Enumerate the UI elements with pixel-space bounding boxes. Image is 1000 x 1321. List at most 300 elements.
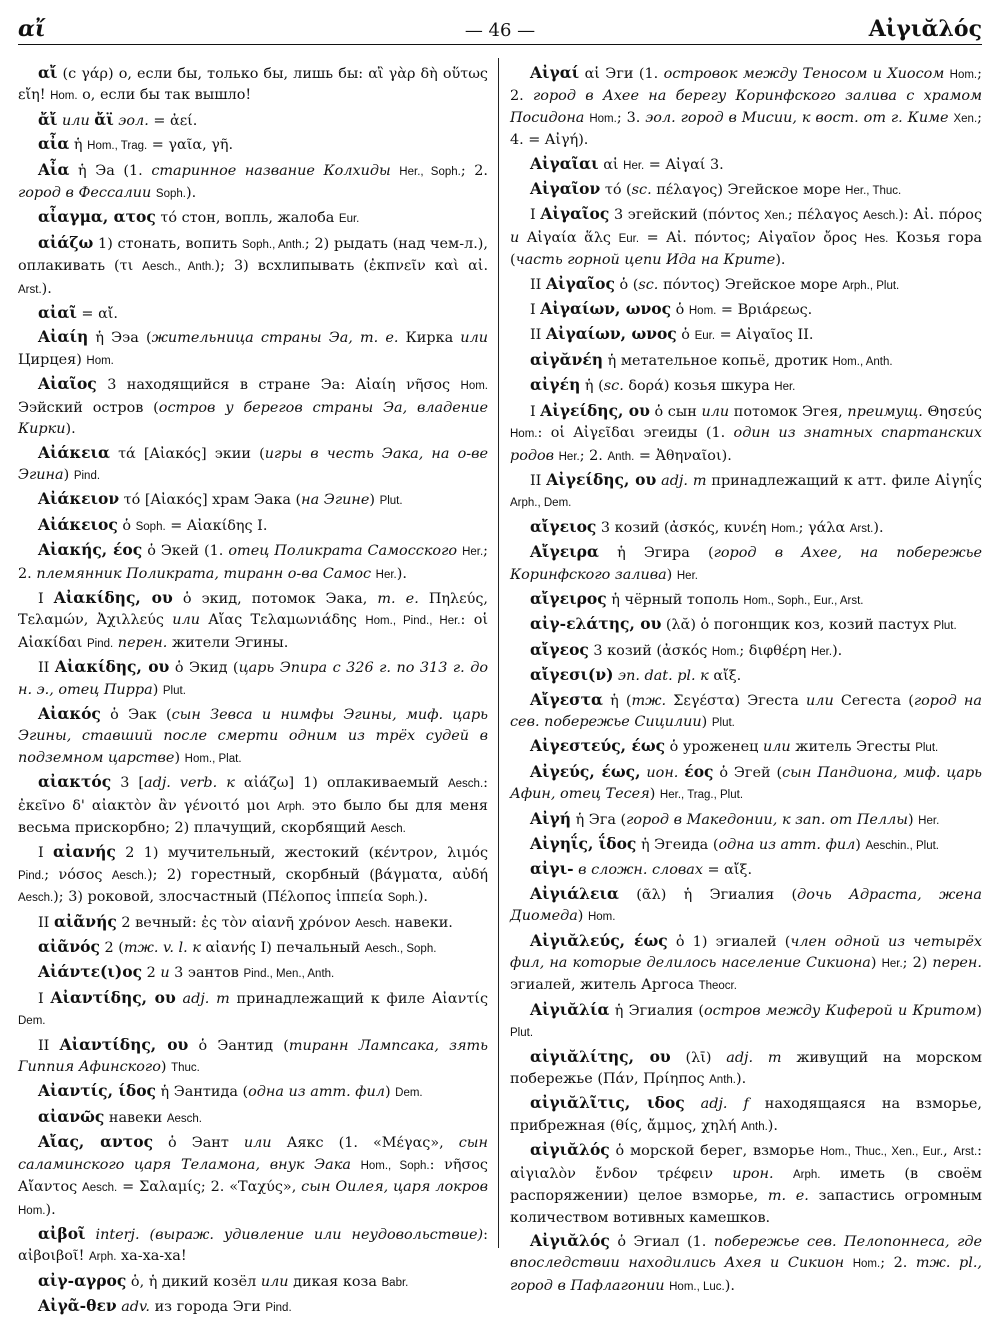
source-abbreviation: Hom. <box>18 1204 46 1217</box>
source-abbreviation: Hom. <box>949 69 978 81</box>
italic-gloss: или <box>57 112 95 129</box>
dictionary-entry <box>18 232 488 301</box>
source-abbreviation: Her. <box>462 546 484 559</box>
entry-text: I <box>530 302 541 319</box>
entry-text: ) <box>870 955 882 972</box>
italic-gloss: на Эгине <box>301 492 370 509</box>
headword: Αἰγεστεύς, έως <box>530 736 666 756</box>
source-abbreviation: Hom. <box>688 305 717 318</box>
source-abbreviation: Soph. <box>135 520 166 533</box>
dictionary-entry <box>510 178 982 202</box>
source-abbreviation: Aesch., Anth. <box>142 261 215 274</box>
italic-gloss: один из знатных спартанских родов <box>510 425 982 464</box>
headword: Αἰγᾶ-θεν <box>38 1296 117 1316</box>
italic-gloss: тж. pl., город в Пафлагонии <box>510 1255 983 1294</box>
italic-gloss: или <box>172 612 200 629</box>
italic-gloss: тиранн Лампсака, зять Гиппия Афинского <box>18 1037 488 1076</box>
italic-gloss: перен. <box>932 955 982 972</box>
dictionary-entry <box>18 1223 488 1269</box>
entry-text: : οἱ Αἰγεῖδαι эгеиды (1. <box>537 425 734 442</box>
source-abbreviation: Plut. <box>162 684 186 697</box>
headword: αἰακτός <box>38 772 112 792</box>
dictionary-entry <box>510 999 982 1045</box>
italic-gloss: островок между Теносом и Хиосом <box>663 66 945 82</box>
entry-text: ) <box>976 1002 982 1019</box>
entry-text: τά [Αἰακός] экии ( <box>109 445 265 462</box>
entry-text: II <box>38 914 54 931</box>
entry-text: Кирка <box>398 330 461 347</box>
entry-text: дикая коза <box>288 1273 382 1290</box>
dictionary-entry <box>510 689 982 735</box>
entry-text: Αἴας Τελαμωνιάδης <box>200 612 366 629</box>
entry-text: потомок Эгея, <box>729 403 848 420</box>
entry-text: ἡ Эа (1. <box>69 162 152 179</box>
source-abbreviation: Plut. <box>711 716 735 729</box>
source-abbreviation: Dem. <box>395 1087 423 1100</box>
headword: αἰάζω <box>38 232 94 252</box>
entry-text: αἰανής I) печальный <box>200 940 365 957</box>
italic-gloss: в сложн. словах <box>578 862 703 879</box>
dictionary-entry <box>510 1230 982 1298</box>
entry-text: ὁ Экей (1. <box>142 543 229 560</box>
entry-text: 3 козий (ἀσκός <box>588 642 712 659</box>
source-abbreviation: Eur. <box>694 330 716 343</box>
italic-gloss: сын Пандиона, миф. царь Афин, отец Тесея <box>510 764 982 803</box>
entry-text: ) <box>152 681 163 698</box>
italic-gloss: сын Оилея, царя локров <box>301 1179 488 1196</box>
entry-text: Θησεύς <box>922 403 982 420</box>
entry-text: живущий на морском побережье (Πάν, Πρίηπος <box>510 1049 982 1088</box>
entry-text: навеки. <box>390 914 453 931</box>
dictionary-entry <box>18 62 488 108</box>
source-abbreviation: Her. <box>676 569 698 582</box>
dictionary-entry <box>510 469 982 515</box>
headword: αἰανής <box>53 842 116 862</box>
italic-gloss: interj. (выраж. удивление или неудовольствие) <box>95 1226 484 1243</box>
headword: Αἰγαῖον <box>530 179 601 199</box>
italic-gloss: эол. <box>113 112 149 129</box>
dictionary-entry <box>18 326 488 372</box>
source-abbreviation: Hom. <box>86 354 114 367</box>
dictionary-entry <box>510 858 982 881</box>
entry-text: = Αἰγαῖος II. <box>715 327 814 344</box>
italic-gloss: отец Поликрата Самосского <box>228 543 458 560</box>
headword: Αἰγή <box>530 808 572 828</box>
dictionary-entry <box>510 1046 982 1092</box>
entry-text: ὁ сын <box>649 403 702 420</box>
headword: Αἰαῖος <box>38 374 97 394</box>
italic-gloss: adj. m <box>661 472 707 489</box>
entry-text: αἱ Эги (1. <box>579 66 664 82</box>
italic-gloss: город на сев. побережье Сицилии <box>510 692 982 730</box>
italic-gloss: старинное название Колхиды <box>151 162 391 179</box>
italic-gloss: adj. m <box>182 990 230 1007</box>
headword: έος <box>684 761 714 781</box>
source-abbreviation: Aesch. <box>111 869 148 882</box>
source-abbreviation: Arph. <box>792 1168 821 1181</box>
entry-text: (ᾶλ) ἡ Эгиалия ( <box>618 886 798 903</box>
dictionary-entry <box>18 373 488 440</box>
entry-text: (λῑ) <box>670 1049 727 1066</box>
headword: Αἰγαίων, ωνος <box>540 299 672 319</box>
entry-text: II <box>38 660 55 677</box>
source-abbreviation: Soph. <box>387 892 418 905</box>
headword: Αἰακίδης, ου <box>53 587 173 607</box>
entry-text: II <box>38 1037 60 1054</box>
entry-text <box>391 163 400 179</box>
headword: αἴ <box>38 63 58 82</box>
dictionary-entry <box>18 1270 488 1294</box>
page-number: — 46 — <box>464 20 536 41</box>
source-abbreviation: Aesch. <box>863 210 899 223</box>
entry-text: ; νόσος <box>44 866 112 883</box>
entry-text: ἡ ( <box>580 378 604 395</box>
italic-gloss: ион. <box>646 764 679 781</box>
italic-gloss: часть горной цепи Ида на Крите <box>515 252 776 269</box>
entry-text: I <box>530 403 541 420</box>
entry-text: 3 козий (ἀσκός, κυνέη <box>596 519 772 536</box>
headword: αἴγειρος <box>530 588 607 608</box>
entry-text: ). <box>767 1117 778 1134</box>
entry-text: ὁ Эгей ( <box>713 764 783 781</box>
source-abbreviation: Arst. <box>849 522 874 535</box>
dictionary-entry <box>18 539 488 586</box>
entry-text: τό ( <box>600 182 632 199</box>
entry-text: ): Αἰ. πόρος <box>898 207 983 224</box>
headword: αἴγεος <box>530 639 589 659</box>
source-abbreviation: Hom. <box>771 522 799 535</box>
italic-gloss: сын саламинского царя Теламона, внук Эака <box>18 1135 488 1173</box>
italic-gloss: sc. <box>631 182 652 199</box>
headword: αἰγᾰνέη <box>530 349 604 369</box>
source-abbreviation: Pind., Men., Anth. <box>243 968 335 981</box>
source-abbreviation: Arst. <box>953 1146 978 1159</box>
entry-text: = Ἀθηναῖοι). <box>634 447 732 464</box>
entry-text: ха-ха-ха! <box>116 1248 187 1265</box>
source-abbreviation: Aesch. <box>82 1182 118 1195</box>
source-abbreviation: Hom., Thuc., Xen., Eur. <box>820 1146 944 1159</box>
headword: ἄϊ <box>94 109 114 129</box>
headword: Αἰάκειος <box>38 514 118 534</box>
entry-text: Сегеста ( <box>833 692 914 709</box>
source-abbreviation: Her. <box>623 159 645 172</box>
entry-text: Πηλεύς, Τελαμών, Ἀχιλλεύς <box>18 590 488 629</box>
dictionary-entry <box>510 374 982 398</box>
entry-text: Σεγέστα) Эгеста <box>666 692 807 709</box>
entry-text: 2 ( <box>99 940 124 957</box>
headword: Αἰάκειον <box>38 489 120 509</box>
dictionary-entry <box>510 400 982 468</box>
dictionary-entry <box>510 273 982 297</box>
source-abbreviation: Thuc. <box>171 1062 200 1075</box>
headword: αἰαῖ <box>38 303 77 323</box>
entry-text: ). <box>65 421 76 438</box>
entry-text: ); 2) горестный, скорбный (βάγματα, αὐδή <box>147 866 488 883</box>
entry-text: = ἀεί. <box>148 112 198 129</box>
source-abbreviation: Anth. <box>607 450 635 463</box>
source-abbreviation: Plut. <box>379 495 403 508</box>
source-abbreviation: Pind. <box>18 869 45 882</box>
dictionary-entry <box>510 349 982 373</box>
entry-text: ὁ Экид ( <box>169 660 239 677</box>
source-abbreviation: Pind. <box>87 637 114 650</box>
dictionary-entry <box>510 664 982 687</box>
entry-text: навеки <box>104 1109 167 1126</box>
italic-gloss: одна из атт. фил <box>718 837 856 853</box>
dictionary-entry <box>18 109 488 132</box>
headword: ἄἴ <box>38 109 58 129</box>
source-abbreviation: Her., Soph. <box>399 165 461 178</box>
headword: αἰγιᾰλός <box>530 1140 610 1160</box>
source-abbreviation: Her., Trag., Plut. <box>659 789 744 802</box>
headword: Αἴας, αντος <box>38 1132 154 1152</box>
dictionary-entry <box>510 153 982 177</box>
dictionary-entry <box>18 488 488 512</box>
entry-text: находящаяся на взморье, прибрежная (θίς, ἄμμος, χηλή <box>510 1096 982 1134</box>
dictionary-entry <box>18 771 488 840</box>
italic-gloss: остров у берегов страны Эа, владение Кирки <box>18 399 489 438</box>
headword: αἰγι- <box>530 859 574 879</box>
italic-gloss: sc. <box>638 276 659 293</box>
dictionary-entry <box>18 159 488 206</box>
entry-text: Цирцея) <box>18 351 87 368</box>
entry-text: запастись огромным количеством вотивных камешков. <box>510 1188 982 1226</box>
entry-text: ὁ уроженец <box>665 739 763 756</box>
entry-text: = Βριάρεως. <box>716 302 813 319</box>
entry-text: ); 3) роковой, злосчастный (Πέλοπος ἱππεία <box>53 889 388 906</box>
dictionary-entry <box>510 323 982 347</box>
headword: αἰβοῖ <box>38 1223 86 1243</box>
headword: αἰγ-αγρος <box>38 1270 127 1290</box>
entry-text: = Σαλαμίς; 2. «Ταχύς», <box>117 1179 302 1196</box>
italic-gloss: и <box>510 229 520 246</box>
entry-text: II <box>530 472 547 489</box>
entry-text: I <box>38 845 54 862</box>
source-abbreviation: Hom. <box>711 645 740 658</box>
entry-text: II <box>530 276 546 293</box>
entry-text: ) <box>701 713 712 730</box>
entry-text: I <box>38 990 51 1007</box>
entry-text: 3 эгейский (πόντος <box>609 207 765 224</box>
headword: Αἶα <box>38 159 70 179</box>
dictionary-entry <box>18 1080 488 1104</box>
entry-text: , <box>943 1143 954 1160</box>
entry-text: αἱ <box>598 156 624 173</box>
headword: αἰγιᾰλίτης, ου <box>530 1046 671 1066</box>
source-abbreviation: Her. <box>375 568 397 581</box>
entry-text: ὁ ( <box>614 276 639 293</box>
entry-text <box>176 991 183 1007</box>
source-abbreviation: Her. <box>918 814 940 827</box>
entry-text: ). <box>775 252 786 269</box>
source-abbreviation: Dem. <box>18 1015 46 1028</box>
headword: Αἰγιᾰλός <box>530 1230 610 1250</box>
source-abbreviation: Her. <box>810 645 833 658</box>
italic-gloss: эол. город в Мисии, к вост. от г. Киме <box>645 109 949 126</box>
entry-text: = γαῖα, γῆ. <box>147 137 234 154</box>
entry-text: ). <box>396 565 407 582</box>
source-abbreviation: Her. <box>774 381 796 394</box>
italic-gloss: adj. verb. к <box>144 775 235 792</box>
entry-text: ; 2. <box>460 162 488 179</box>
source-abbreviation: Aesch. <box>166 1112 203 1125</box>
entry-text: житель Эгесты <box>790 739 916 756</box>
entry-text: ). <box>724 1277 735 1294</box>
italic-gloss: царь Эпира с 326 г. по 313 г. до н. э., отец Пирра <box>18 660 488 698</box>
source-abbreviation: Hom. <box>587 911 616 924</box>
dictionary-entry <box>18 911 488 935</box>
source-abbreviation: Aesch. <box>18 892 54 905</box>
dictionary-entry <box>18 1034 488 1080</box>
dictionary-entry <box>510 761 982 807</box>
entry-text: ) <box>384 1084 396 1101</box>
dictionary-entry <box>18 703 488 770</box>
entry-text: ). <box>873 519 884 536</box>
entry-text: : ἐκεῖνο δ' αἰακτὸν ἂν γένοιτό μοι <box>18 775 489 814</box>
headword: Αἰακός <box>38 703 101 723</box>
source-abbreviation: Eur. <box>338 213 360 226</box>
source-abbreviation: Her. <box>881 958 903 971</box>
entry-text: ; 2. <box>18 543 489 582</box>
entry-text: : αἰβοιβοῖ! <box>18 1226 489 1265</box>
entry-text: ἡ чёрный тополь <box>606 591 744 608</box>
dictionary-entry <box>510 639 982 663</box>
entry-text: 3 эантов <box>169 965 244 982</box>
italic-gloss: город в Фессалии <box>18 185 152 202</box>
headword: αἰᾶνής <box>53 911 117 931</box>
dictionary-entry <box>18 1295 488 1319</box>
entry-text: 2 1) мучительный, жестокий (κέντρον, λιμός <box>115 845 489 862</box>
source-abbreviation: Plut. <box>510 1027 534 1040</box>
source-abbreviation: Aesch. <box>447 778 484 791</box>
entry-text <box>774 1166 793 1182</box>
entry-text: = αἴξ. <box>702 862 753 879</box>
italic-gloss: тж. v. l. к <box>123 940 201 957</box>
entry-text: ὁ Эант <box>153 1135 244 1152</box>
source-abbreviation: Hes. <box>864 232 889 245</box>
entry-text: τό [Αἰακός] храм Эака ( <box>119 492 302 509</box>
left-column <box>18 62 488 1321</box>
header-first-headword: αἴ <box>18 16 46 42</box>
entry-text: ). <box>41 280 52 297</box>
entry-text: = Αἰ. πόντος; Αἰγαῖον ὄρος <box>639 229 865 246</box>
entry-text: αἰάζω] 1) оплакиваемый <box>234 775 448 792</box>
entry-text: πέλαγος) Эгейское море <box>651 182 846 199</box>
entry-text: ; 3. <box>616 109 646 126</box>
italic-gloss: adv. <box>121 1299 151 1316</box>
entry-text: (с γάρ) о, если бы, только бы, лишь бы: αἲ γὰρ δὴ οὕτως εἴη! <box>18 66 488 104</box>
source-abbreviation: Aesch., Soph. <box>364 943 437 956</box>
entry-text: ὁ 1) эгиалей ( <box>667 933 791 950</box>
entry-text: Ээйский остров ( <box>18 399 159 416</box>
headword: Αἰγηΐς, ΐδος <box>530 834 637 853</box>
source-abbreviation: Arph. <box>88 1251 117 1264</box>
source-abbreviation: Arph., Dem. <box>510 497 572 510</box>
entry-text: ὁ Эак ( <box>100 706 172 723</box>
source-abbreviation: Hom., Plat. <box>184 752 242 765</box>
dictionary-entry <box>18 514 488 538</box>
entry-text: ἡ <box>69 137 88 154</box>
dictionary-entry <box>510 883 982 929</box>
entry-text: I <box>530 207 541 224</box>
entry-text: Аякс (1. «Μέγας», <box>271 1135 459 1152</box>
italic-gloss: или <box>260 1273 289 1290</box>
entry-text: ὁ <box>676 327 695 344</box>
source-abbreviation: Hom., Soph. <box>360 1159 430 1172</box>
entry-text: αἴξ. <box>708 668 742 685</box>
headword: Αἴγεστα <box>530 689 603 709</box>
italic-gloss: остров между Киферой и Критом <box>704 1002 977 1019</box>
entry-text: : νῆσος Αἴαντος <box>18 1156 488 1196</box>
entry-text: ; 2. <box>579 447 608 464</box>
entry-text: ) <box>666 566 677 583</box>
dictionary-entry <box>18 656 488 702</box>
dictionary-entry <box>510 62 982 152</box>
italic-gloss: племянник Поликрата, тиранн о-ва Самос <box>36 565 372 582</box>
italic-gloss: adj. f <box>700 1096 749 1113</box>
dictionary-entry <box>18 987 488 1033</box>
dictionary-entry <box>18 961 488 985</box>
italic-gloss: т. е. <box>767 1188 809 1205</box>
entry-text: = Αἰακίδης I. <box>165 517 268 534</box>
entry-text: ) <box>174 749 185 766</box>
source-abbreviation: Hom. <box>510 428 538 441</box>
entry-text: ἡ Эга ( <box>571 811 627 828</box>
entry-text: I <box>38 590 54 607</box>
entry-text: ὁ морской берег, взморье <box>609 1143 821 1160</box>
dictionary-entry <box>510 735 982 759</box>
source-abbreviation: Anth. <box>740 1120 768 1133</box>
dictionary-entry <box>18 1106 488 1130</box>
italic-gloss: сын Зевса и нимфы Эгины, миф. царь Эгины, ставший после смерти одним из трёх судей в подземном царстве <box>18 706 488 766</box>
entry-text: иметь (в своём распоряжении) целое взморье, <box>510 1165 982 1205</box>
entry-text: ὁ, ἡ дикий козёл <box>126 1273 261 1290</box>
page-header <box>18 10 982 45</box>
entry-text: = αἴ. <box>76 306 119 323</box>
headword: Αἰακής, έος <box>38 540 143 560</box>
headword: αἴγεσι(ν) <box>530 665 614 685</box>
italic-gloss: город в Ахее, на побережье Коринфского залива <box>510 545 982 583</box>
dictionary-entry <box>510 541 982 587</box>
italic-gloss: побережье сев. Пелопоннеса, где впоследствии находились Ахея и Сикион <box>510 1233 982 1272</box>
italic-gloss: тж. <box>631 692 667 709</box>
italic-gloss: или <box>701 403 730 420</box>
entry-text: : οἱ Αἰακίδαι <box>18 612 489 651</box>
dictionary-entry <box>510 588 982 612</box>
source-abbreviation: Anth. <box>709 1074 736 1087</box>
entry-text: ἡ Эгиалия ( <box>609 1002 705 1019</box>
headword: Αἰάντε(ι)ος <box>38 962 143 982</box>
headword: Αἰγαῖαι <box>530 153 599 173</box>
entry-text: это было бы для меня весьма прискорбно; 2) плачущий, скорбящий <box>18 797 488 836</box>
italic-gloss: ирон. <box>732 1165 774 1182</box>
entry-text: ; 2. <box>880 1255 916 1272</box>
source-abbreviation: Plut. <box>915 742 939 755</box>
headword: Αἰάκεια <box>38 442 110 462</box>
entry-text: ). <box>45 1201 56 1218</box>
italic-gloss: город в Македонии, к зап. от Пеллы <box>626 811 908 828</box>
headword: Αἰγαῖος <box>540 204 610 224</box>
entry-text: II <box>530 327 546 344</box>
entry-text: ) <box>577 908 588 925</box>
entry-text: ἡ метательное копьё, дротик <box>603 352 833 369</box>
headword: Αἰγιάλεια <box>530 883 619 903</box>
entry-text: = Αἰγαί 3. <box>644 156 724 173</box>
headword: αἰανῶς <box>38 1106 105 1126</box>
italic-gloss: жительница страны Эа, т. е. <box>151 330 399 347</box>
headword: Αἰγαίων, ωνος <box>545 324 677 344</box>
italic-gloss: т. е. <box>377 590 419 607</box>
